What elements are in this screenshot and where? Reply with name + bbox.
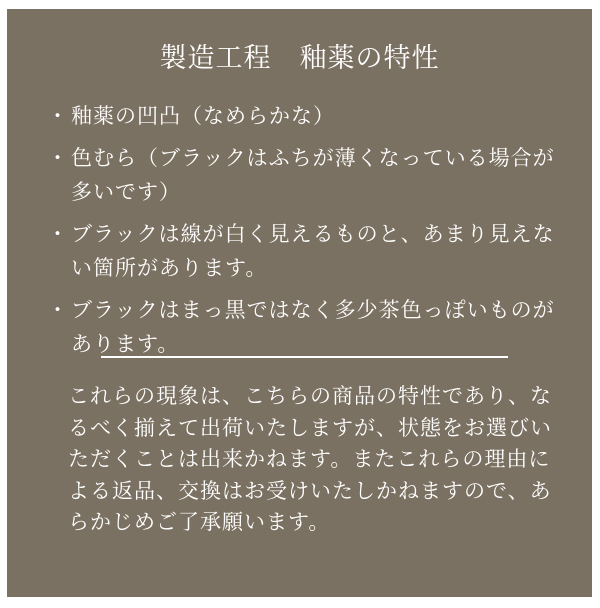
list-item: ・ 色むら（ブラックはふちが薄くなっている場合が多いです） xyxy=(53,141,573,209)
notice-text: これらの現象は、こちらの商品の特性であり、なるべく揃えて出荷いたしますが、状態をお選びいただくことは出来かねます。またこれらの理由による返品、交換はお受けいたしかねますので、あらかじめご了承願います。 xyxy=(68,384,552,534)
list-item: ・ ブラックはまっ黒ではなく多少茶色っぽいものがあります。 xyxy=(53,293,573,361)
list-item: ・ ブラックは線が白く見えるものと、あまり見えない箇所があります。 xyxy=(53,217,573,285)
info-panel xyxy=(7,9,592,597)
characteristics-list xyxy=(53,99,573,369)
list-item: ・ 釉薬の凹凸（なめらかな） xyxy=(53,99,573,133)
divider xyxy=(101,356,508,358)
panel-title: 製造工程 釉薬の特性 xyxy=(159,43,440,74)
